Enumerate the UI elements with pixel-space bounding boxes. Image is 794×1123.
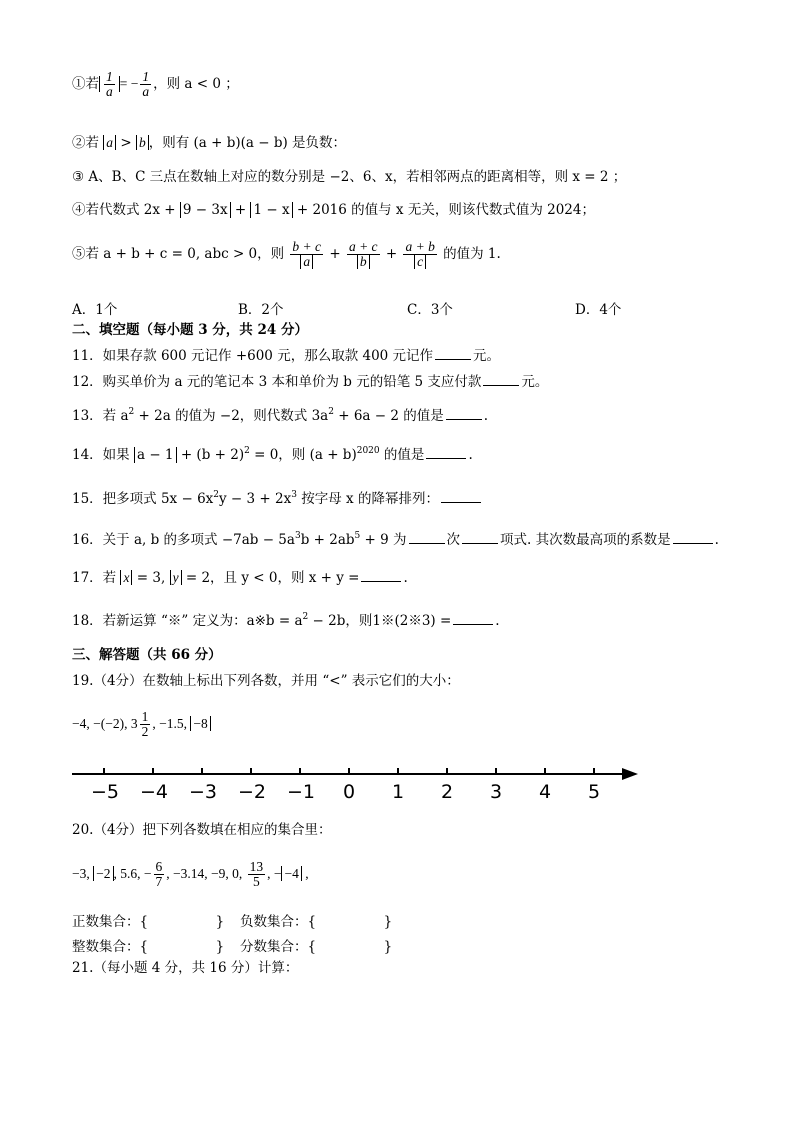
question-15-text-a: 15．把多项式 5x − 6x (72, 491, 214, 507)
statement-1-suffix: ，则 a < 0 ； (153, 76, 239, 93)
fraction-numerator: a + b (405, 239, 435, 254)
statement-2-prefix: ②若 (72, 135, 104, 151)
statement-2 (72, 135, 346, 151)
number-line-label: 0 (343, 781, 356, 803)
period: . (403, 570, 408, 586)
question-13-text-c: + 6a − 2 的值是 (333, 408, 444, 424)
number-line-label: −1 (287, 781, 316, 803)
statement-3-text: ③ A、B、C 三点在数轴上对应的数分别是 −2、6、x，若相邻两点的距离相等，则 x = 2 ； (72, 169, 627, 185)
exponent: 2 (328, 407, 334, 417)
statement-5-prefix: ⑤若 a + b + c = 0, abc > 0，则 (72, 246, 289, 263)
question-15-text-b: y − 3 + 2x (219, 491, 292, 507)
question-16-text-d: 次 (446, 532, 461, 548)
period: . (714, 532, 719, 548)
answer-blank[interactable] (426, 458, 466, 459)
fraction-denominator: a (106, 84, 113, 100)
question-12-text: 12．购买单价为 a 元的笔记本 3 本和单价为 b 元的铅笔 5 支应付款 (72, 374, 482, 390)
number-list-c: , −3.14, −9, 0, (166, 865, 246, 881)
answer-blank[interactable] (462, 543, 498, 544)
abs-value (99, 69, 120, 100)
fraction-denominator: 5 (252, 874, 260, 890)
negative-set[interactable]: 负数集合：{ } (240, 914, 393, 930)
abs-value: 1 − x (250, 202, 292, 218)
equals-minus: = − (119, 76, 139, 92)
question-16 (72, 531, 719, 548)
question-16-text-c: + 9 为 (360, 532, 407, 548)
question-14-text-d: 的值是 (379, 447, 425, 463)
period: . (468, 447, 473, 463)
question-11-unit: 元。 (473, 348, 501, 364)
fraction-numerator: 13 (249, 859, 264, 874)
abs-value: a − 1 (134, 447, 177, 463)
exponent: 5 (354, 531, 361, 541)
fraction-set[interactable]: 分数集合：{ } (240, 939, 393, 955)
question-17-text-b: = 3, (132, 570, 170, 586)
answer-blank[interactable] (673, 543, 713, 544)
number-line-label: 5 (588, 781, 601, 803)
number-list-b: , −1.5, (152, 715, 191, 731)
question-20: 20.（4分）把下列各数填在相应的集合里： (72, 822, 332, 838)
number-line-label: −2 (238, 781, 267, 803)
fraction (347, 240, 380, 269)
number-line-label: 1 (392, 781, 405, 803)
option-a[interactable]: A．1个 (72, 302, 118, 318)
fraction (403, 240, 436, 269)
abs-value: −8 (190, 716, 210, 731)
question-15 (72, 490, 483, 507)
fraction-denominator: b (357, 254, 370, 269)
question-15-text-c: 按字母 x 的降幂排列： (296, 491, 439, 507)
statement-4-suffix: + 2016 的值与 x 无关，则该代数式值为 2024； (292, 202, 595, 218)
exponent: 2020 (356, 446, 380, 456)
fraction-denominator: 2 (141, 724, 149, 740)
abs-value: −2 (93, 866, 113, 881)
statement-5-suffix: 的值为 1. (438, 246, 501, 263)
answer-blank[interactable] (435, 359, 471, 360)
section-2-title: 二、填空题（每小题 3 分，共 24 分） (72, 322, 308, 338)
integer-set[interactable]: 整数集合：{ } (72, 939, 225, 955)
question-13-text-b: + 2a 的值为 −2，则代数式 3a (134, 408, 329, 424)
option-d[interactable]: D．4个 (575, 302, 622, 318)
number-line-label: 3 (490, 781, 503, 803)
statement-5: ⑤若 a + b + c = 0, abc > 0，则 $\frac{b + c}{a}$ + $\frac{a + c}{b}$ + $\frac{a + b}{c}$ 的值为 1. (72, 239, 501, 270)
answer-blank[interactable] (361, 581, 401, 582)
exponent: 3 (291, 490, 297, 500)
number-list-a: −4, −(−2), 3 (72, 715, 138, 731)
question-16-text-e: 项式. 其次数最高项的系数是 (500, 532, 671, 548)
question-14-text-b: + (b + 2) (176, 447, 245, 463)
plus-sign: + (230, 202, 251, 218)
section-3-title: 三、解答题（共 66 分） (72, 647, 222, 663)
fraction-denominator: 7 (155, 874, 163, 890)
answer-blank[interactable] (441, 502, 481, 503)
number-list-e: , (301, 865, 309, 881)
statement-4 (72, 202, 595, 218)
question-19: 19.（4分）在数轴上标出下列各数，并用 “<” 表示它们的大小： (72, 673, 460, 689)
question-11-text: 11．如果存款 600 元记作 +600 元，那么取款 400 元记作 (72, 348, 434, 364)
fraction-denominator: c (414, 254, 426, 269)
option-c[interactable]: C．3个 (407, 302, 453, 318)
question-17-text-a: 17．若 (72, 570, 121, 586)
number-line-label: −5 (91, 781, 120, 803)
statement-1-prefix: ①若 (72, 76, 99, 93)
number-line-label: 2 (441, 781, 454, 803)
fraction-numerator: 1 (141, 709, 149, 724)
question-18-text-a: 18．若新运算 “※” 定义为：a※b = a (72, 613, 303, 629)
question-11 (72, 348, 500, 364)
exponent: 2 (213, 490, 220, 500)
question-12-unit: 元。 (521, 374, 549, 390)
number-list-b: , 5.6, − (113, 865, 152, 881)
statement-2-suffix: ，则有 (a + b)(a − b) 是负数： (148, 135, 347, 151)
question-16-text-b: b + 2ab (300, 532, 355, 548)
fraction (248, 860, 266, 889)
question-17-text-c: = 2，且 y < 0，则 x + y = (181, 570, 360, 586)
number-line-label: 4 (539, 781, 552, 803)
fraction-numerator: 1 (106, 69, 113, 84)
fraction-numerator: 6 (155, 859, 163, 874)
fraction (290, 240, 323, 269)
statement-1 (72, 70, 239, 99)
number-line-arrow (622, 768, 638, 780)
fraction (104, 70, 115, 99)
question-13 (72, 407, 488, 424)
fraction-denominator: a (300, 254, 313, 269)
fraction-denominator: a (142, 84, 150, 100)
number-line-label: −4 (140, 781, 169, 803)
question-12 (72, 374, 548, 390)
question-18 (72, 612, 500, 629)
number-list-d: , − (267, 865, 282, 881)
number-list-a: −3, (72, 865, 94, 881)
abs-value: b (136, 135, 149, 150)
question-21: 21.（每小题 4 分，共 16 分）计算： (72, 960, 299, 976)
question-14-text-c: = 0，则 (a + b) (249, 447, 357, 463)
question-14-text-a: 14．如果 (72, 447, 134, 463)
answer-blank[interactable] (453, 624, 493, 625)
answer-blank[interactable] (446, 419, 482, 420)
fraction (154, 860, 165, 889)
question-14 (72, 446, 473, 463)
fraction-numerator: b + c (292, 239, 322, 254)
exponent: 3 (294, 531, 301, 541)
fraction-numerator: a + c (348, 239, 378, 254)
question-16-text-a: 16．关于 a, b 的多项式 −7ab − 5a (72, 532, 295, 548)
period: . (483, 408, 489, 424)
question-13-text-a: 13．若 a (72, 408, 129, 424)
abs-value: a (103, 135, 116, 150)
fraction (140, 710, 151, 739)
statement-3 (72, 169, 626, 185)
question-19-numbers (72, 710, 211, 739)
exponent: 2 (128, 407, 135, 417)
exponent: 2 (244, 446, 250, 456)
positive-set[interactable]: 正数集合：{ } (72, 914, 225, 930)
answer-blank[interactable] (409, 543, 445, 544)
abs-value: 9 − 3x (180, 202, 231, 218)
question-17 (72, 570, 408, 586)
abs-value: −4 (281, 866, 301, 881)
option-b[interactable]: B．2个 (238, 302, 284, 318)
statement-4-prefix: ④若代数式 2x + (72, 202, 180, 218)
fraction (140, 70, 151, 99)
answer-blank[interactable] (483, 385, 519, 386)
number-line-label: −3 (189, 781, 218, 803)
question-18-text-b: − 2b，则1※(2※3) = (308, 613, 452, 629)
period: . (495, 613, 500, 629)
question-20-numbers (72, 860, 309, 889)
abs-value: x (120, 570, 132, 585)
fraction-numerator: 1 (142, 69, 150, 84)
gt-sign: > (116, 135, 136, 151)
exponent: 2 (302, 612, 309, 622)
abs-value: y (170, 570, 182, 585)
